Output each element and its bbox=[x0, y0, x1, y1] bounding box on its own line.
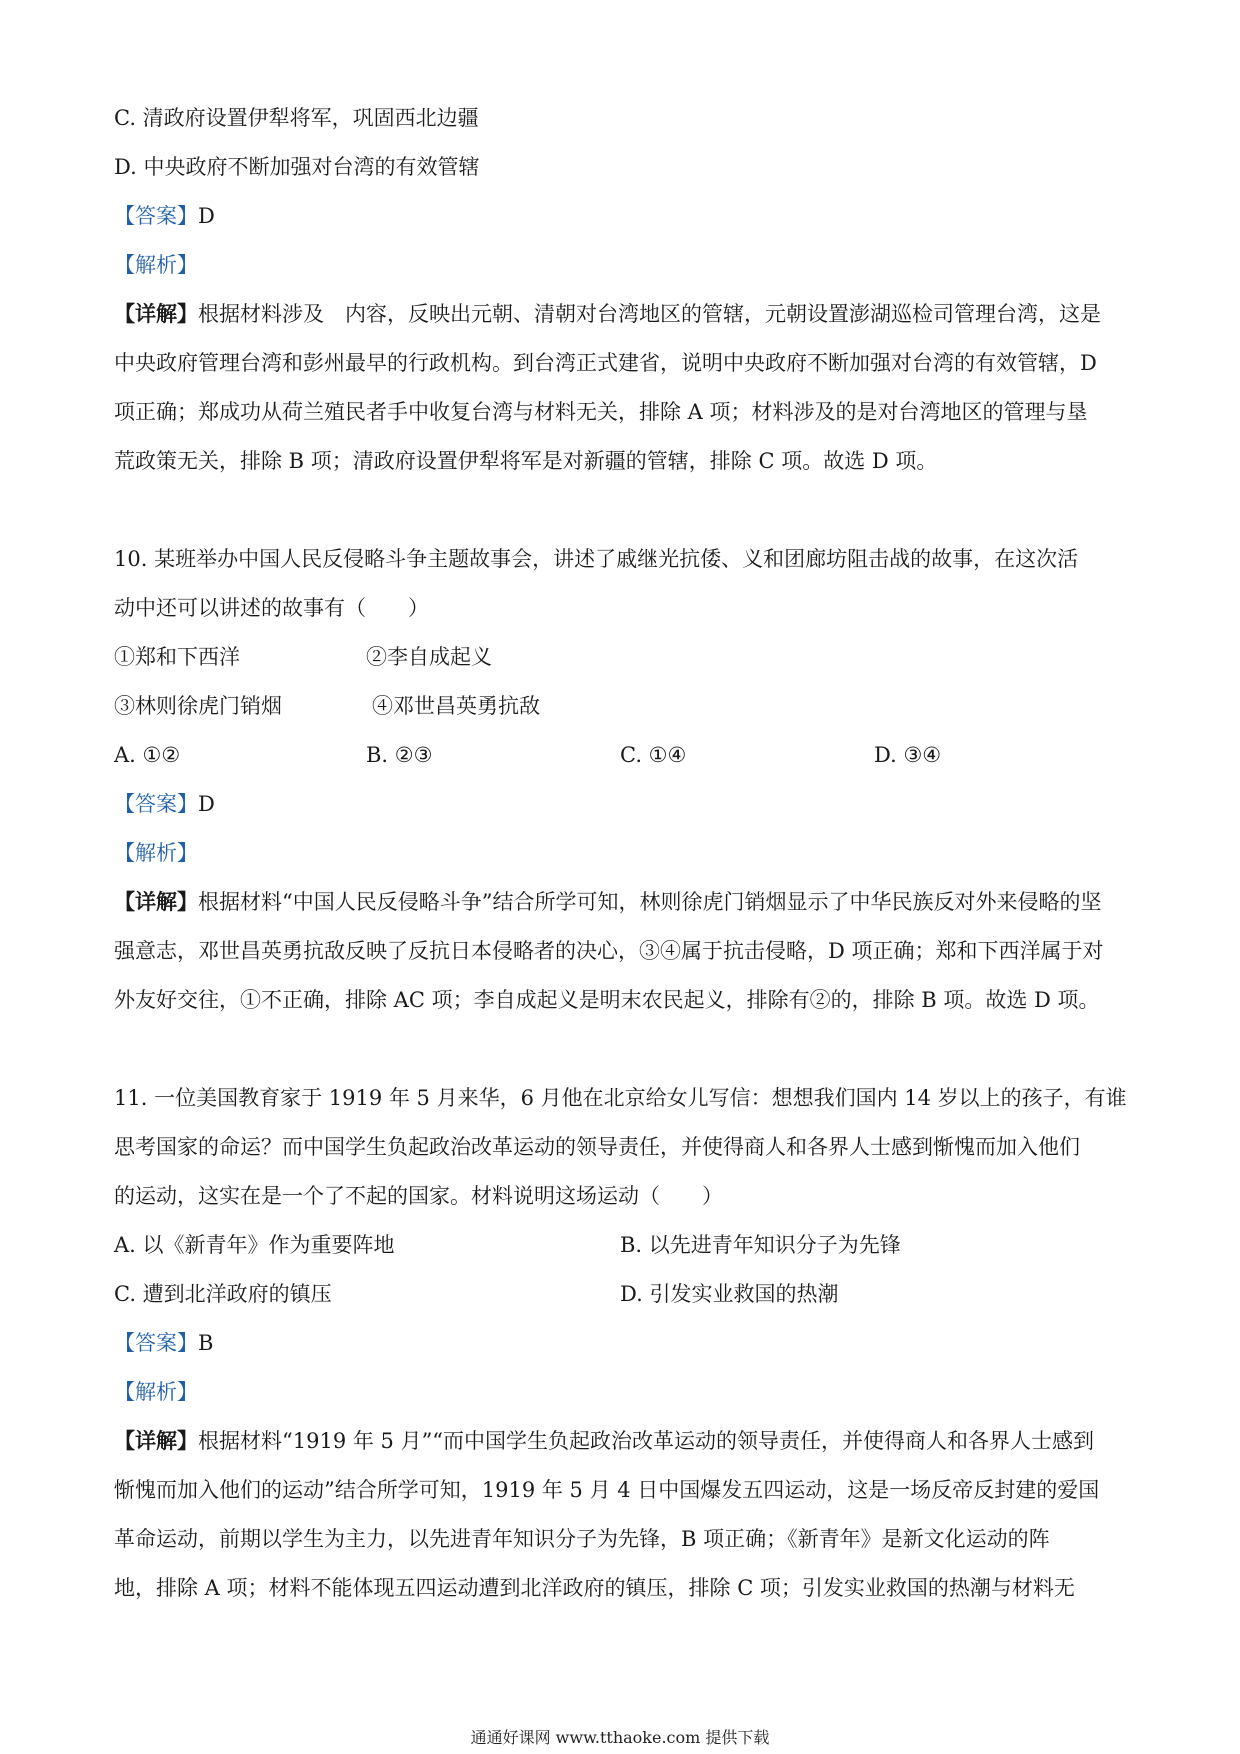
q10-item-4: ④邓世昌英勇抗敌 bbox=[372, 694, 540, 718]
q11-stem-line-2: 思考国家的命运？而中国学生负起政治改革运动的领导责任，并使得商人和各界人士感到惭愧而加入他们 bbox=[114, 1135, 1080, 1159]
q9-analysis-tag: 【解析】 bbox=[114, 253, 198, 277]
detail-tag: 【详解】 bbox=[114, 889, 198, 914]
q10-analysis-tag: 【解析】 bbox=[114, 841, 198, 865]
q11-detail-line-1: 【详解】根据材料“1919 年 5 月”“而中国学生负起政治改革运动的领导责任，并使得商人和各界人士感到 bbox=[114, 1428, 1095, 1453]
footer-watermark: 通通好课网 www.tthaoke.com 提供下载 bbox=[470, 1728, 770, 1747]
q11-detail-line-4: 地，排除 A 项；材料不能体现五四运动遭到北洋政府的镇压，排除 C 项；引发实业救国的热潮与材料无 bbox=[114, 1576, 1075, 1600]
q11-stem-line-1: 11. 一位美国教育家于 1919 年 5 月来华，6 月他在北京给女儿写信：想想我们国内 14 岁以上的孩子，有谁 bbox=[114, 1086, 1127, 1110]
q10-item-3: ③林则徐虎门销烟 bbox=[114, 694, 282, 718]
q10-stem-line-2: 动中还可以讲述的故事有（ ） bbox=[114, 596, 429, 620]
detail-tag: 【详解】 bbox=[114, 301, 198, 326]
q10-item-2: ②李自成起义 bbox=[366, 645, 492, 669]
q9-detail-line-4: 荒政策无关，排除 B 项；清政府设置伊犁将军是对新疆的管辖，排除 C 项。故选 D 项。 bbox=[114, 449, 938, 473]
answer-tag: 【答案】 bbox=[114, 792, 198, 816]
answer-value: B bbox=[198, 1331, 214, 1355]
q10-detail-line-1: 【详解】根据材料“中国人民反侵略斗争”结合所学可知，林则徐虎门销烟显示了中华民族反对外来侵略的坚 bbox=[114, 889, 1102, 914]
q9-detail-line-3: 项正确；郑成功从荷兰殖民者手中收复台湾与材料无关，排除 A 项；材料涉及的是对台湾地区的管理与垦 bbox=[114, 400, 1088, 424]
answer-tag: 【答案】 bbox=[114, 1331, 198, 1355]
q11-analysis-tag: 【解析】 bbox=[114, 1380, 198, 1404]
q10-option-a: A. ①② bbox=[114, 743, 181, 767]
q9-detail-line-1: 【详解】根据材料涉及 内容，反映出元朝、清朝对台湾地区的管辖，元朝设置澎湖巡检司管理台湾，这是 bbox=[114, 301, 1101, 326]
q9-option-c: C. 清政府设置伊犁将军，巩固西北边疆 bbox=[114, 106, 479, 130]
detail-tag: 【详解】 bbox=[114, 1428, 198, 1453]
q11-detail-line-2: 惭愧而加入他们的运动”结合所学可知，1919 年 5 月 4 日中国爆发五四运动，这是一场反帝反封建的爱国 bbox=[114, 1478, 1100, 1502]
q10-option-b: B. ②③ bbox=[366, 743, 433, 767]
q11-option-b: B. 以先进青年知识分子为先锋 bbox=[620, 1233, 901, 1257]
q10-option-c: C. ①④ bbox=[620, 743, 687, 767]
q10-answer bbox=[114, 789, 215, 819]
q11-option-c: C. 遭到北洋政府的镇压 bbox=[114, 1282, 332, 1306]
q11-option-a: A. 以《新青年》作为重要阵地 bbox=[114, 1233, 395, 1257]
q11-detail-line-3: 革命运动，前期以学生为主力，以先进青年知识分子为先锋，B 项正确；《新青年》是新文化运动的阵 bbox=[114, 1527, 1050, 1551]
answer-value: D bbox=[198, 792, 215, 816]
q10-option-d: D. ③④ bbox=[874, 743, 942, 767]
q9-detail-line-2: 中央政府管理台湾和彭州最早的行政机构。到台湾正式建省，说明中央政府不断加强对台湾的有效管辖，D bbox=[114, 351, 1097, 375]
q9-option-d: D. 中央政府不断加强对台湾的有效管辖 bbox=[114, 155, 480, 179]
q10-detail-line-2: 强意志，邓世昌英勇抗敌反映了反抗日本侵略者的决心，③④属于抗击侵略，D 项正确；郑和下西洋属于对 bbox=[114, 939, 1104, 963]
q10-item-1: ①郑和下西洋 bbox=[114, 645, 240, 669]
q11-answer bbox=[114, 1328, 213, 1358]
q9-answer bbox=[114, 201, 215, 231]
q10-stem-line-1: 10. 某班举办中国人民反侵略斗争主题故事会，讲述了戚继光抗倭、义和团廊坊阻击战的故事，在这次活 bbox=[114, 547, 1079, 571]
answer-tag: 【答案】 bbox=[114, 204, 198, 228]
q11-stem-line-3: 的运动，这实在是一个了不起的国家。材料说明这场运动（ ） bbox=[114, 1184, 723, 1208]
q11-option-d: D. 引发实业救国的热潮 bbox=[620, 1282, 839, 1306]
q10-detail-line-3: 外友好交往，①不正确，排除 AC 项；李自成起义是明末农民起义，排除有②的，排除 B 项。故选 D 项。 bbox=[114, 988, 1100, 1012]
answer-value: D bbox=[198, 204, 215, 228]
